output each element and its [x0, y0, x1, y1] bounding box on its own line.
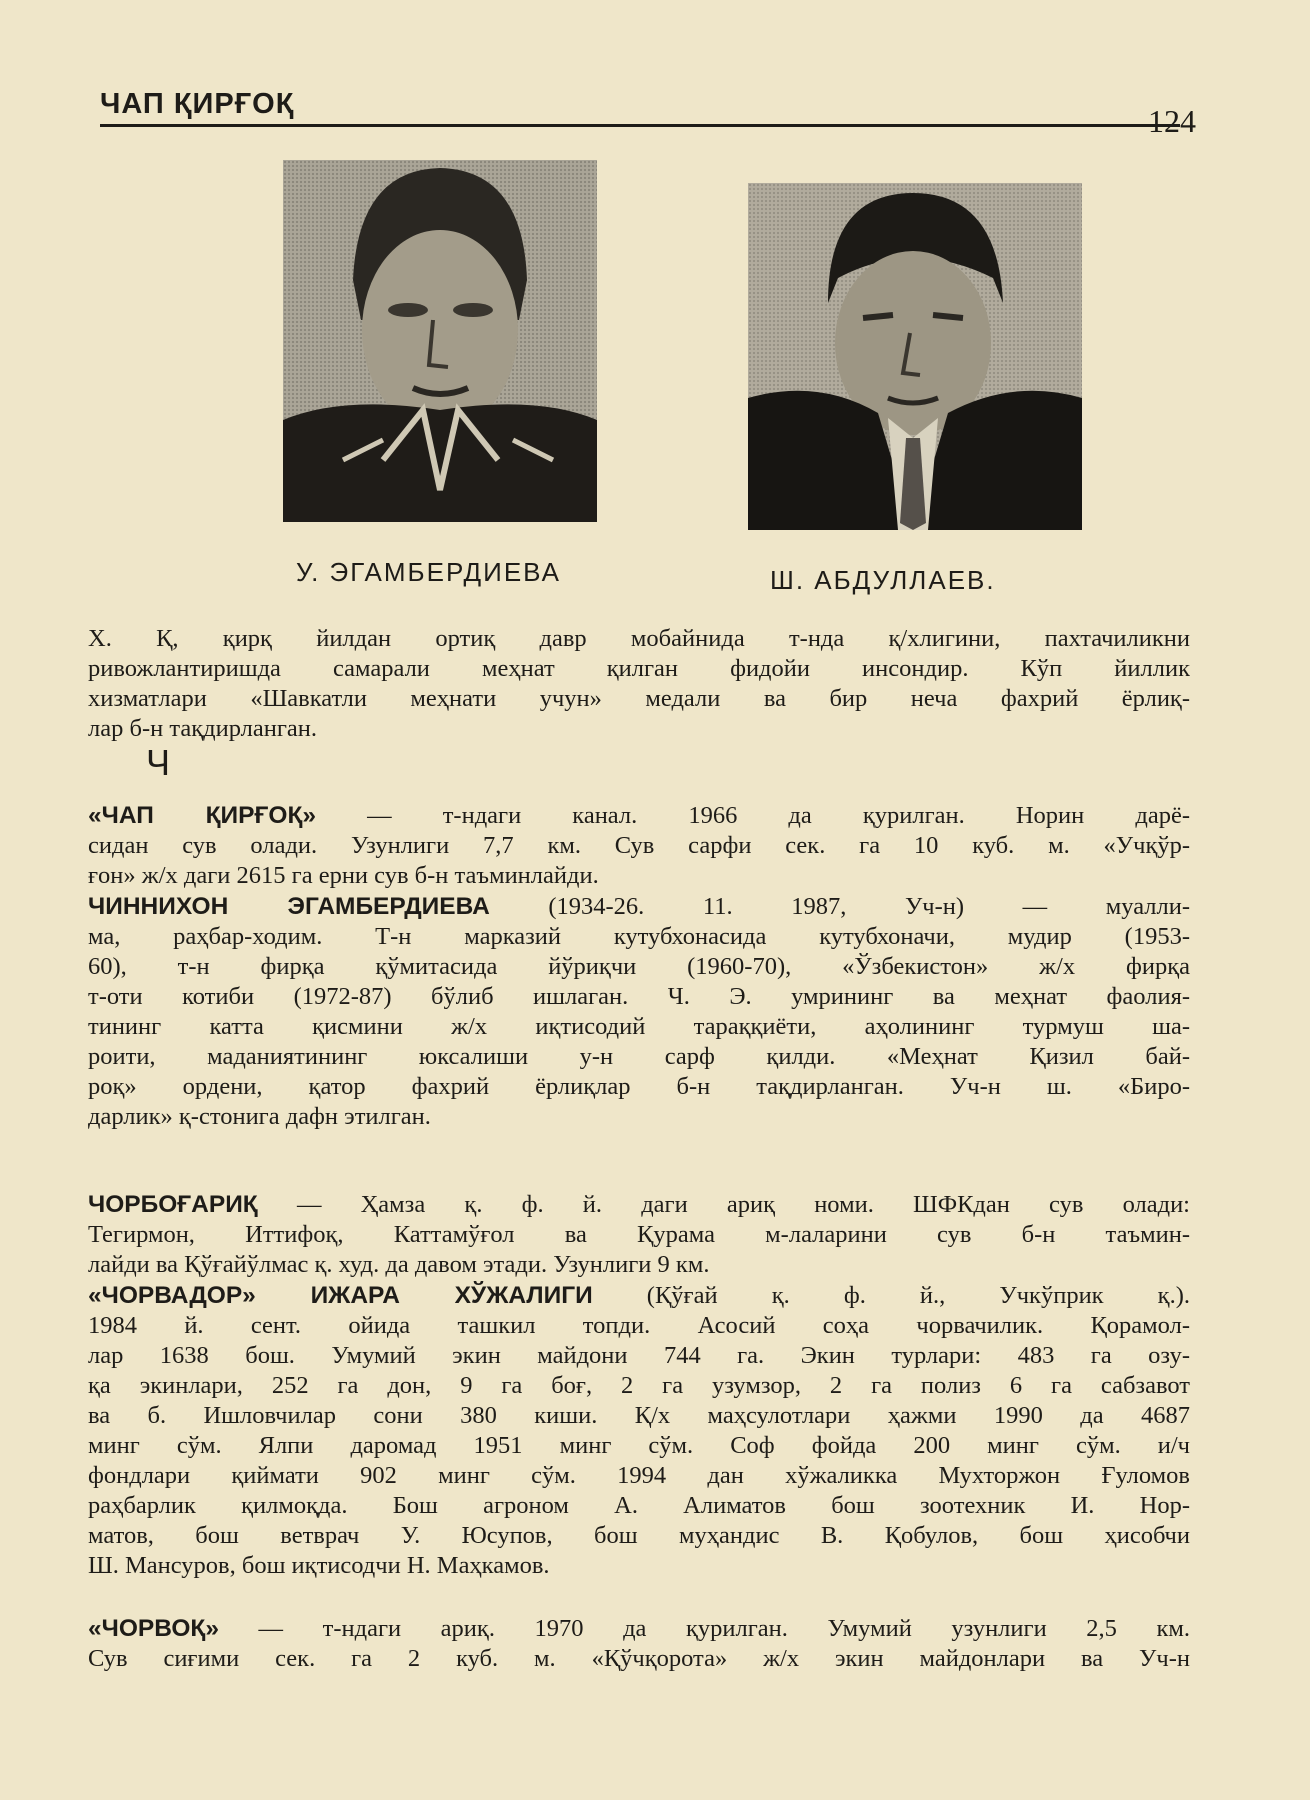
text-line: ва б. Ишловчилар сони 380 киши. Қ/х маҳсулотлари ҳажми 1990 да 4687 [88, 1402, 1190, 1429]
text-line: ғон» ж/х даги 2615 га ерни сув б-н таъминлайди. [88, 862, 599, 889]
letter-section-heading: Ч [146, 742, 170, 783]
text-line: Сув сиғими сек. га 2 куб. м. «Қўчқорота» ж/х экин майдонлари ва Уч-н [88, 1645, 1190, 1672]
entry-term: «ЧОРВАДОР» ИЖАРА ХЎЖАЛИГИ [88, 1282, 593, 1309]
text-line: дарлик» қ-стонига дафн этилган. [88, 1103, 431, 1130]
text-line: ма, раҳбар-ходим. Т-н марказий кутубхонасида кутубхоначи, мудир (1953- [88, 923, 1190, 950]
entry-chorbogariq [88, 1190, 1190, 1280]
portrait-photo-left [283, 160, 597, 522]
text-line: ривожлантиришда самарали меҳнат қилган фидойи инсондир. Кўп йиллик [88, 655, 1190, 682]
entry-chinnikhon-egamberdieva [88, 892, 1190, 1132]
text-line: лар 1638 бош. Умумий экин майдони 744 га. Экин турлари: 483 га озу- [88, 1342, 1190, 1369]
page-number: 124 [1148, 103, 1196, 139]
text-line: Ш. Мансуров, бош иқтисодчи Н. Маҳкамов. [88, 1552, 550, 1579]
entry-first-line [88, 1190, 1190, 1220]
photo-caption-left: У. ЭГАМБЕРДИЕВА [296, 557, 562, 587]
entry-term: ЧОРБОҒАРИҚ [88, 1191, 258, 1218]
text-line: матов, бош ветврач У. Юсупов, бош муҳандис В. Қобулов, бош ҳисобчи [88, 1522, 1190, 1549]
text-line: тининг катта қисмини ж/х иқтисодий тараққиёти, аҳолининг турмуш ша- [88, 1013, 1190, 1040]
text-line: лар б-н тақдирланган. [88, 715, 317, 742]
text-line: 60), т-н фирқа қўмитасида йўриқчи (1960-70), «Ўзбекистон» ж/х фирқа [88, 953, 1190, 980]
intro-paragraph [88, 624, 1190, 744]
text-line: минг сўм. Ялпи даромад 1951 минг сўм. Соф фойда 200 минг сўм. и/ч [88, 1432, 1190, 1459]
text-line: раҳбарлик қилмоқда. Бош агроном А. Алиматов бош зоотехник И. Нор- [88, 1492, 1190, 1519]
entry-text: — т-ндаги ариқ. 1970 да қурилган. Умумий узунлиги 2,5 км. [218, 1615, 1190, 1642]
portrait-photo-right [748, 183, 1082, 530]
entry-term: «ЧАП ҚИРҒОҚ» [88, 802, 317, 829]
entry-first-line [88, 892, 1190, 922]
portrait-left-drawing [283, 160, 597, 522]
entry-term: «ЧОРВОҚ» [88, 1615, 219, 1642]
text-line: Тегирмон, Иттифоқ, Каттамўғол ва Қурама м-лаларини сув б-н таъмин- [88, 1221, 1190, 1248]
entry-term: ЧИННИХОН ЭГАМБЕРДИЕВА [88, 893, 490, 920]
text-line: лайди ва Қўғайўлмас қ. худ. да давом этади. Узунлиги 9 км. [88, 1251, 710, 1278]
entry-chap-qirgoq [88, 801, 1190, 891]
entry-text: (1934-26. 11. 1987, Уч-н) — муалли- [489, 893, 1190, 920]
entry-text: — Ҳамза қ. ф. й. даги ариқ номи. ШФКдан сув олади: [257, 1191, 1190, 1218]
text-line: роқ» ордени, қатор фахрий ёрлиқлар б-н тақдирланган. Уч-н ш. «Биро- [88, 1073, 1190, 1100]
entry-first-line [88, 1281, 1190, 1311]
text-line: фондлари қиймати 902 минг сўм. 1994 дан хўжаликка Мухторжон Ғуломов [88, 1462, 1190, 1489]
photo-caption-right: Ш. АБДУЛЛАЕВ. [770, 565, 996, 595]
text-line: 1984 й. сент. ойида ташкил топди. Асосий соҳа чорвачилик. Қорамол- [88, 1312, 1190, 1339]
text-line: қа экинлари, 252 га дон, 9 га боғ, 2 га узумзор, 2 га полиз 6 га сабзавот [88, 1372, 1190, 1399]
text-line: роити, маданиятининг юксалиши у-н сарф қилди. «Меҳнат Қизил бай- [88, 1043, 1190, 1070]
text-line: хизматлари «Шавкатли меҳнати учун» медали ва бир неча фахрий ёрлиқ- [88, 685, 1190, 712]
entry-text: — т-ндаги канал. 1966 да қурилган. Норин дарё- [316, 802, 1190, 829]
entry-chorvoq [88, 1614, 1190, 1674]
entry-chorvador [88, 1281, 1190, 1581]
portrait-right-drawing [748, 183, 1082, 530]
text-line: т-оти котиби (1972-87) бўлиб ишлаган. Ч. Э. умрининг ва меҳнат фаолия- [88, 983, 1190, 1010]
running-header: ЧАП ҚИРҒОҚ [100, 88, 295, 120]
text-line: Х. Қ, қирқ йилдан ортиқ давр мобайнида т-нда қ/хлигини, пахтачиликни [88, 625, 1190, 652]
entry-text: (Қўғай қ. ф. й., Учкўприк қ.). [592, 1282, 1190, 1309]
header-rule [100, 124, 1180, 127]
text-line: сидан сув олади. Узунлиги 7,7 км. Сув сарфи сек. га 10 куб. м. «Учқўр- [88, 832, 1190, 859]
entry-first-line [88, 1614, 1190, 1644]
entry-first-line [88, 801, 1190, 831]
